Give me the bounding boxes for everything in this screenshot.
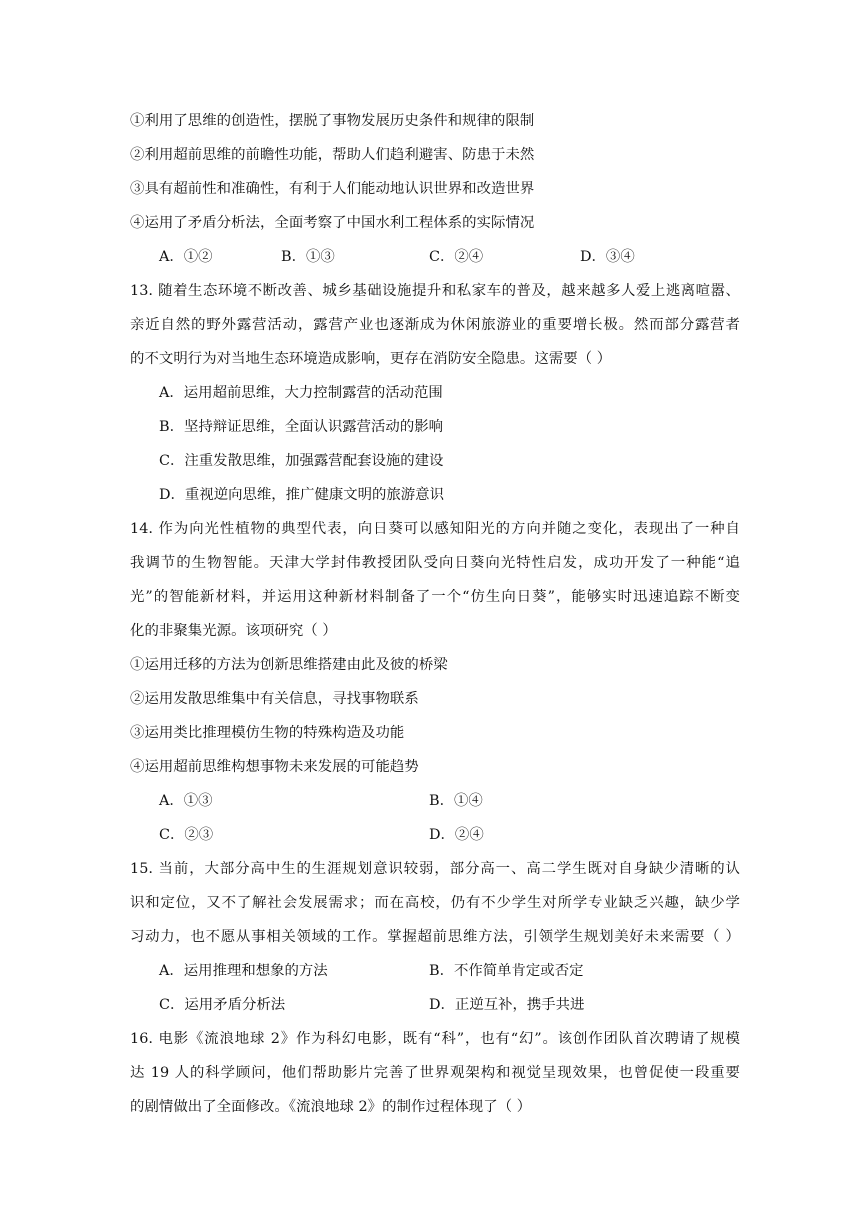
q16-stem-line-1: 16. 电影《流浪地球 2》作为科幻电影，既有“科”，也有“幻”。该创作团队首次聘请了规模 [130,1031,740,1047]
q16-stem-line-2: 达 19 人的科学顾问，他们帮助影片完善了世界观架构和视觉呈现效果，也曾促使一段重要 [130,1065,740,1081]
q14-stem-line-4: 化的非聚集光源。该项研究（ ） [130,623,337,639]
q13-stem-line-3: 的不文明行为对当地生态环境造成影响，更存在消防安全隐患。这需要（ ） [130,351,612,367]
q12-item-4: ④运用了矛盾分析法，全面考察了中国水利工程体系的实际情况 [130,215,535,231]
q14-option-c: C．②③ [159,827,214,843]
q14-stem-line-2: 我调节的生物智能。天津大学封伟教授团队受向日葵向光特性启发，成功开发了一种能“追 [130,555,740,571]
q14-item-3: ③运用类比推理模仿生物的特殊构造及功能 [130,725,405,741]
q13-option-a: A．运用超前思维，大力控制露营的活动范围 [159,385,443,401]
q14-option-a: A．①③ [159,793,213,809]
q15-option-a: A．运用推理和想象的方法 [159,963,328,979]
q15-stem-line-3: 习动力，也不愿从事相关领域的工作。掌握超前思维方法，引领学生规划美好未来需要（ ） [130,929,740,945]
q12-item-2: ②利用超前思维的前瞻性功能，帮助人们趋利避害、防患于未然 [130,147,535,163]
q15-option-c: C．运用矛盾分析法 [159,997,286,1013]
q14-option-d: D．②④ [429,827,484,843]
q15-option-b: B．不作简单肯定或否定 [429,963,584,979]
q12-option-d: D．③④ [580,249,635,265]
q12-option-c: C．②④ [429,249,484,265]
q14-option-b: B．①④ [429,793,483,809]
q13-option-c: C．注重发散思维，加强露营配套设施的建设 [159,453,444,469]
q13-option-d: D．重视逆向思维，推广健康文明的旅游意识 [159,487,444,503]
q14-stem-line-3: 光”的智能新材料，并运用这种新材料制备了一个“仿生向日葵”，能够实时迅速追踪不断变 [130,589,740,605]
q14-item-4: ④运用超前思维构想事物未来发展的可能趋势 [130,759,419,775]
q12-option-a: A．①② [159,249,213,265]
q12-item-1: ①利用了思维的创造性，摆脱了事物发展历史条件和规律的限制 [130,113,535,129]
q13-stem-line-1: 13. 随着生态环境不断改善、城乡基础设施提升和私家车的普及，越来越多人爱上逃离喧嚣、 [130,283,740,299]
q12-option-b: B．①③ [281,249,335,265]
q13-stem-line-2: 亲近自然的野外露营活动，露营产业也逐渐成为休闲旅游业的重要增长极。然而部分露营者 [130,317,740,333]
q14-item-2: ②运用发散思维集中有关信息，寻找事物联系 [130,691,419,707]
q15-stem-line-2: 识和定位，又不了解社会发展需求；而在高校，仍有不少学生对所学专业缺乏兴趣，缺少学 [130,895,740,911]
q12-item-3: ③具有超前性和准确性，有利于人们能动地认识世界和改造世界 [130,181,535,197]
q14-item-1: ①运用迁移的方法为创新思维搭建由此及彼的桥梁 [130,657,448,673]
q16-stem-line-3: 的剧情做出了全面修改。《流浪地球 2》的制作过程体现了（ ） [130,1099,532,1115]
q15-stem-line-1: 15. 当前，大部分高中生的生涯规划意识较弱，部分高一、高二学生既对自身缺少清晰的认 [130,861,740,877]
q15-option-d: D．正逆互补，携手共进 [429,997,585,1013]
q13-option-b: B．坚持辩证思维，全面认识露营活动的影响 [159,419,443,435]
q14-stem-line-1: 14. 作为向光性植物的典型代表，向日葵可以感知阳光的方向并随之变化，表现出了一种自 [130,521,740,537]
